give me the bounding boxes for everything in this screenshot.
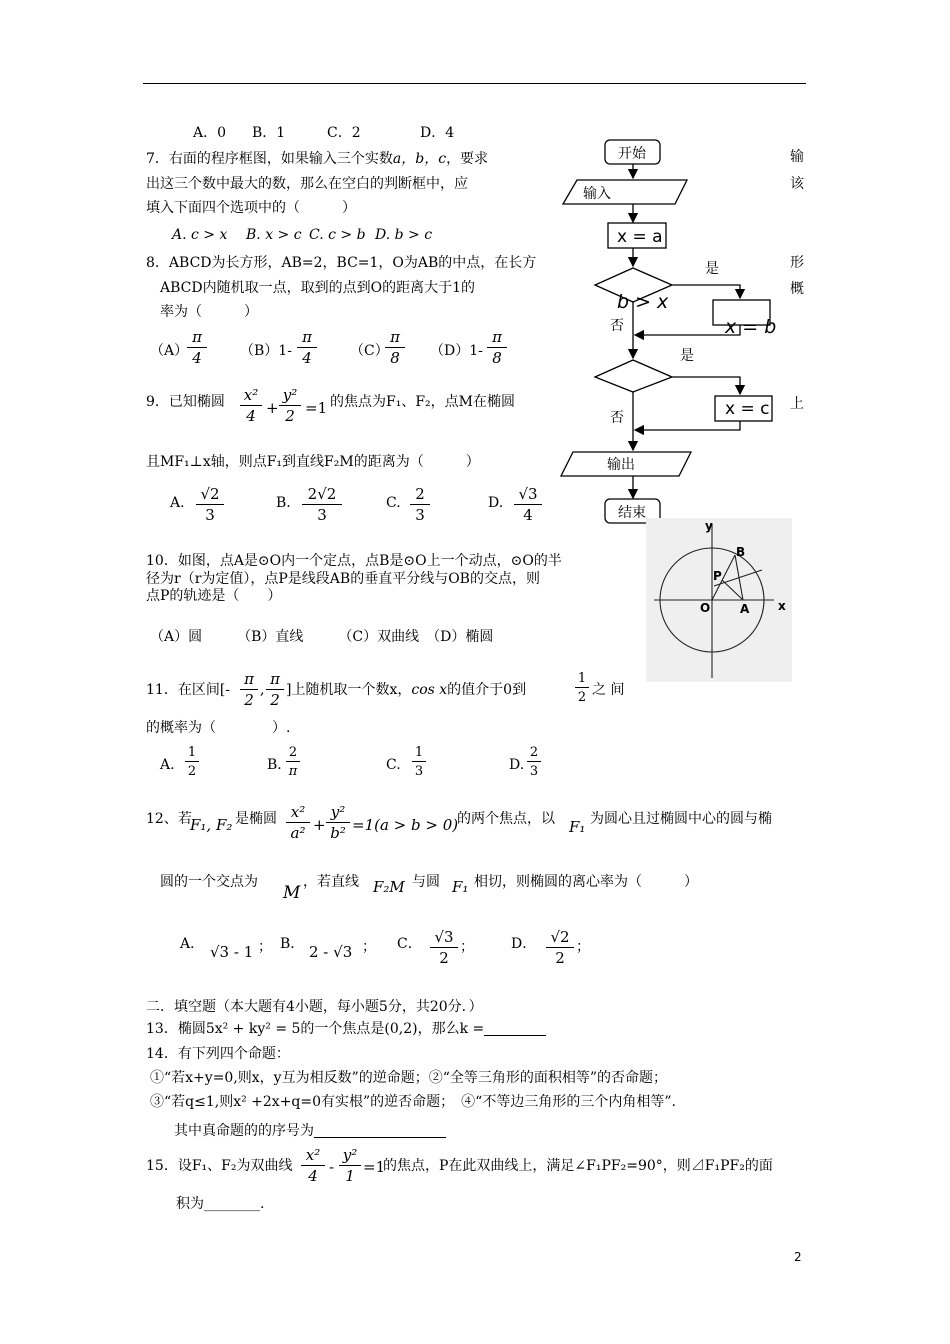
q13-blank[interactable] [484, 1023, 546, 1036]
q11-line2: 的概率为（ ）. [146, 720, 291, 736]
q8-option-a-frac: $\frac{\pi}{4}$ [187, 330, 207, 366]
q15-line2: 积为________. [176, 1196, 265, 1212]
q6-option-d: D．4 [420, 125, 455, 141]
q14-blank[interactable] [314, 1125, 446, 1138]
q12-option-c-semi: ； [460, 939, 474, 955]
figure-label-x: x [778, 599, 786, 613]
q7-option-b: B. x > c [246, 227, 302, 243]
flow-end-label: 结束 [618, 505, 646, 521]
q9-option-c-frac: $\frac{2}{3}$ [410, 487, 430, 523]
q11-option-d-frac: $\frac{2}{3}$ [527, 746, 541, 778]
q12-option-d-semi: ； [576, 939, 590, 955]
q9-frac-x: $\frac{\text{x²}}{4}$ [240, 388, 262, 424]
q12-option-c-label: C． [397, 936, 422, 952]
q12-cond: =1(a > b > 0) [352, 816, 459, 834]
q12-f1f2: F₁, F₂ [190, 816, 233, 834]
q11-option-a-frac: $\frac{1}{2}$ [185, 746, 199, 778]
q8-option-d-frac: $\frac{\pi}{8}$ [487, 330, 507, 366]
q12-option-d-frac: $\frac{√2}{2}$ [546, 930, 574, 966]
q12-m: M [283, 883, 301, 903]
q12-line2c: 与圆 [412, 874, 440, 890]
q9-option-a-label: A. [170, 495, 185, 511]
q7-option-a: A. c > x [172, 227, 228, 243]
q11-after3: 之 间 [592, 682, 625, 698]
q9-option-d-label: D. [488, 495, 504, 511]
side-char-5: 上 [790, 396, 804, 412]
q11-option-b-label: B. [267, 757, 282, 773]
q15-start: 15．设F₁、F₂为双曲线 [146, 1158, 293, 1174]
q12-line2d: 相切，则椭圆的离心率为（ ） [474, 874, 698, 890]
q12-option-b-semi: ； [362, 939, 376, 955]
figure-label-p: P [713, 569, 722, 583]
q15-minus: - [329, 1158, 335, 1176]
q8-option-b-label: （B）1- [240, 343, 292, 359]
q15-frac-x: $\frac{\text{x²}}{4}$ [301, 1148, 325, 1184]
side-char-4: 概 [790, 281, 804, 297]
q12-option-b-label: B． [280, 936, 305, 952]
q12-option-c-frac: $\frac{√3}{2}$ [430, 930, 458, 966]
q12-line2a: 圆的一个交点为 [160, 874, 258, 890]
q11-frac-half: $\frac{1}{2}$ [575, 672, 589, 704]
q10-line3: 点P的轨迹是（ ） [146, 588, 282, 604]
flow-start-label: 开始 [618, 146, 646, 162]
flowchart [555, 130, 795, 530]
q6-option-a: A．0 [193, 125, 227, 141]
q7-line3: 填入下面四个选项中的（ ） [146, 200, 356, 216]
q6-option-c: C．2 [327, 125, 361, 141]
section2-heading: 二．填空题（本大题有4小题，每小题5分，共20分．） [146, 999, 483, 1015]
figure-label-y: y [705, 519, 713, 533]
q9-rest: 的焦点为F₁、F₂，点M在椭圆 [330, 394, 515, 410]
q12-rest: 的两个焦点，以 [457, 811, 555, 827]
q12-option-b-value: 2 - √3 [309, 943, 353, 961]
q10-options: （A）圆 （B）直线 （C）双曲线 （D）椭圆 [150, 629, 494, 645]
q9-option-b-label: B. [276, 495, 291, 511]
q8-line1: 8．ABCD为长方形，AB=2，BC=1，O为AB的中点，在长方 [146, 255, 537, 271]
q11-start: 11．在区间[- [146, 682, 231, 698]
q12-is-ellipse: 是椭圆 [235, 811, 277, 827]
q11-option-a-label: A. [160, 757, 175, 773]
side-char-3: 形 [790, 255, 804, 271]
q7-line2: 出这三个数中最大的数，那么在空白的判断框中，应 [146, 176, 468, 192]
flow-assign2-label: x = b [725, 316, 777, 338]
q9-option-b-frac: $\frac{2√2}{3}$ [302, 487, 342, 523]
q8-option-a-label: （A） [150, 343, 189, 359]
q8-option-c-frac: $\frac{\pi}{8}$ [385, 330, 405, 366]
q12-line2b: ，若直线 [303, 874, 359, 890]
q7-option-d: D. b > c [375, 227, 433, 243]
q12-option-a-label: A． [180, 936, 205, 952]
q9-option-d-frac: $\frac{√3}{4}$ [514, 487, 542, 523]
flow-no-label-2: 否 [610, 410, 624, 426]
q11-frac-left: $\frac{\pi}{2}$ [240, 672, 258, 708]
q12-option-a-value: √3 - 1 [210, 943, 254, 961]
q9-frac-y: $\frac{\text{y²}}{2}$ [279, 388, 301, 424]
figure-label-o: O [700, 601, 711, 615]
q11-after: ]上随机取一个数x，cos x的值介于0到 [286, 682, 527, 698]
q12-plus: + [313, 816, 326, 834]
q8-option-d-label: （D）1- [430, 343, 483, 359]
q14-line3: ③“若q≤1,则x² +2x+q=0有实根”的逆否命题； ④“不等边三角形的三个内角相等”. [150, 1094, 676, 1110]
q6-option-b: B．1 [252, 125, 286, 141]
flow-input-box [563, 180, 687, 204]
q12-frac-x: $\frac{\text{x²}}{\text{a²}}$ [286, 805, 310, 841]
q12-f1b: F₁ [452, 878, 469, 896]
page-number: 2 [794, 1250, 802, 1264]
q9-eq: =1 [305, 399, 328, 417]
q14-line4: 其中真命题的的序号为 [174, 1124, 446, 1138]
q11-frac-right: $\frac{\pi}{2}$ [266, 672, 284, 708]
q10-line2: 径为r（r为定值），点P是线段AB的垂直平分线与OB的交点，则 [146, 571, 540, 587]
q7-line1: 7．右面的程序框图，如果输入三个实数a，b，c，要求 [146, 151, 489, 167]
q9-option-c-label: C. [386, 495, 401, 511]
q8-option-b-frac: $\frac{\pi}{4}$ [297, 330, 317, 366]
flow-input-label: 输入 [583, 186, 611, 202]
figure-label-b: B [736, 545, 746, 559]
q14-line2: ①“若x+y=0,则x，y互为相反数”的逆命题；②“全等三角形的面积相等”的否命题； [150, 1070, 668, 1086]
q12-start: 12、若 [146, 811, 192, 827]
figure-label-a: A [740, 602, 750, 616]
flow-cond1-label: b > x [617, 291, 669, 313]
flow-no-label-1: 否 [610, 318, 624, 334]
circle-figure [646, 518, 792, 682]
q12-f1: F₁ [569, 818, 586, 836]
q9-option-a-frac: $\frac{√2}{3}$ [196, 487, 224, 523]
q12-f2m: F₂M [373, 878, 405, 896]
q12-option-a-semi: ； [258, 939, 272, 955]
flow-decision2 [595, 360, 672, 392]
q8-option-c-label: （C） [350, 343, 389, 359]
q11-option-b-frac: $\frac{2}{\pi}$ [286, 746, 300, 778]
q11-option-c-frac: $\frac{1}{3}$ [412, 746, 426, 778]
q12-rest2: 为圆心且过椭圆中心的圆与椭 [590, 811, 772, 827]
q15-eq: =1 [363, 1158, 386, 1176]
flow-assign3-label: x = c [725, 399, 770, 419]
side-char-1: 输 [790, 149, 804, 165]
q8-line2: ABCD内随机取一点，取到的点到O的距离大于1的 [160, 280, 475, 296]
flow-yes-label-2: 是 [680, 348, 694, 364]
header-rule [143, 83, 806, 84]
q14-line1: 14．有下列四个命题： [146, 1046, 290, 1062]
q9-plus: + [266, 399, 279, 417]
flow-yes-label-1: 是 [705, 261, 719, 277]
q7-option-c: C. c > b [309, 227, 366, 243]
q15-frac-y: $\frac{\text{y²}}{1}$ [339, 1148, 361, 1184]
q13-text: 13．椭圆5x² + ky² = 5的一个焦点是(0,2)，那么k = [146, 1022, 546, 1036]
q11-option-d-label: D. [509, 757, 525, 773]
flow-assign1-label: x = a [617, 227, 663, 247]
q11-option-c-label: C. [386, 757, 401, 773]
q8-line3: 率为（ ） [160, 304, 258, 320]
q9-start: 9．已知椭圆 [146, 394, 225, 410]
q10-line1: 10．如图，点A是⊙O内一个定点，点B是⊙O上一个动点，⊙O的半 [146, 553, 562, 569]
side-char-2: 该 [790, 176, 804, 192]
q12-option-d-label: D． [511, 936, 537, 952]
q12-frac-y: $\frac{\text{y²}}{\text{b²}}$ [326, 805, 350, 841]
q11-comma: , [260, 682, 265, 698]
q9-line2: 且MF₁⊥x轴，则点F₁到直线F₂M的距离为（ ） [146, 454, 480, 470]
flow-output-label: 输出 [607, 457, 635, 473]
q15-rest: 的焦点，P在此双曲线上，满足∠F₁PF₂=90°，则⊿F₁PF₂的面 [383, 1158, 773, 1174]
